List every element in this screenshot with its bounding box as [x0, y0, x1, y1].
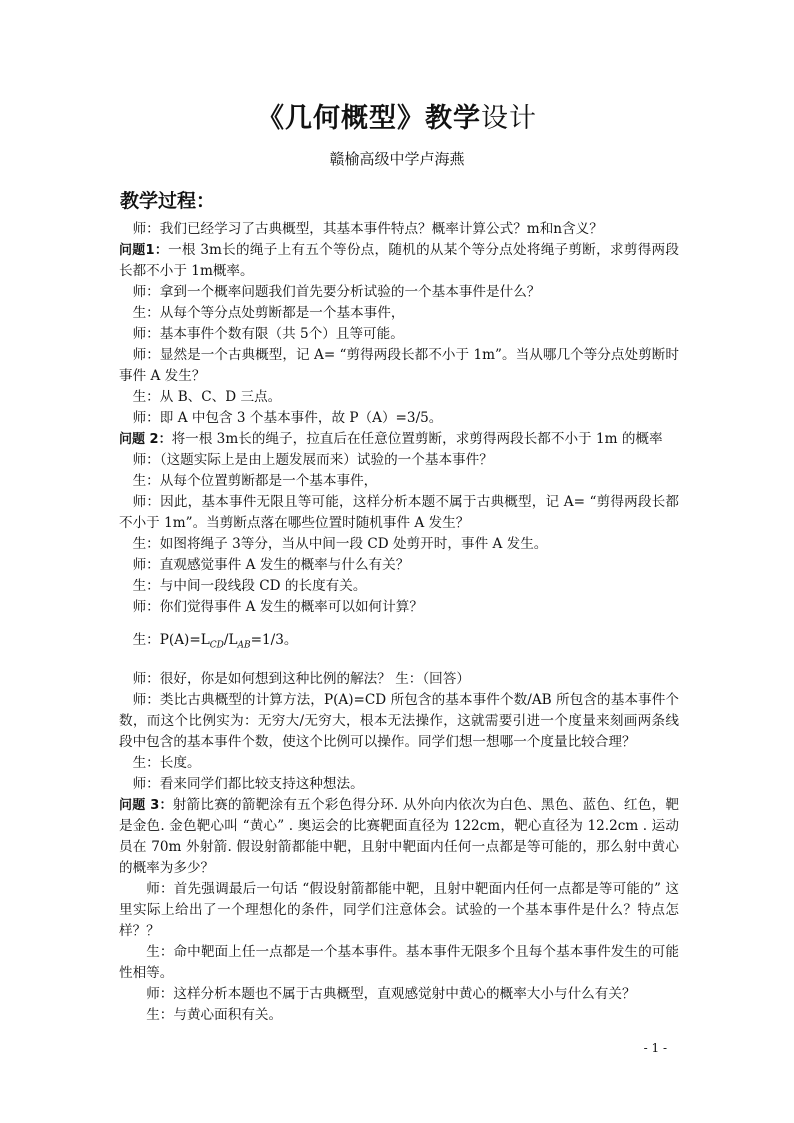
- question-3: [119, 795, 679, 879]
- paragraph: 师：拿到一个概率问题我们首先要分析试验的一个基本事件是什么？: [132, 284, 541, 300]
- paragraph: 生：与黄心面积有关。: [146, 1006, 283, 1023]
- paragraph: 生：与中间一段线段 CD 的长度有关。: [132, 578, 367, 594]
- question-label: 问题 2：: [119, 432, 172, 447]
- paragraph: 师：即 A 中包含 3 个基本事件，故 P（A）=3/5。: [132, 410, 443, 426]
- paragraph: 师：显然是一个古典概型，记 A= “剪得两段长都不小于 1m”。当从哪几个等分点处剪断时事件 A 发生？: [119, 347, 679, 384]
- paragraph: 师：直观感觉事件 A 发生的概率与什么有关？: [132, 557, 410, 573]
- paragraph: 师：因此，基本事件无限且等可能，这样分析本题不属于古典概型，记 A= “剪得两段长都不小于 1m”。当剪断点落在哪些位置时随机事件 A 发生？: [119, 494, 679, 531]
- question-text: 将一根 3m长的绳子，拉直后在任意位置剪断，求剪得两段长都不小于 1m 的概率: [171, 431, 663, 447]
- paragraph: 生：从 B、C、D 三点。: [132, 389, 282, 405]
- doc-body: [119, 219, 679, 1026]
- formula-part: 生：P(A)=L: [132, 632, 210, 648]
- paragraph: 师：我们已经学习了古典概型，其基本事件特点？概率计算公式？m和n含义？: [132, 221, 603, 237]
- question-2: [119, 429, 679, 450]
- paragraph: 师：看来同学们都比较支持这种想法。: [132, 775, 364, 792]
- doc-author: 赣榆高级中学卢海燕: [329, 150, 465, 168]
- paragraph: 生：命中靶面上任一点都是一个基本事件。基本事件无限多个且每个基本事件发生的可能性相等。: [119, 943, 679, 981]
- formula-part: =1/3。: [250, 632, 298, 648]
- formula: [119, 630, 679, 657]
- paragraph: 师：你们觉得事件 A 发生的概率可以如何计算？: [132, 599, 423, 615]
- paragraph: 师：（这题实际上是由上题发展而来）试验的一个基本事件？: [132, 452, 493, 468]
- paragraph: 师：这样分析本题也不属于古典概型，直观感觉射中黄心的概率大小与什么有关？: [146, 985, 636, 1002]
- formula-part: /L: [223, 632, 238, 648]
- question-label: 问题1：: [119, 243, 169, 258]
- section-heading: 教学过程：: [120, 190, 216, 212]
- title-main: 《几何概型》教学: [257, 103, 481, 134]
- paragraph: 师：基本事件个数有限（共 5个）且等可能。: [132, 326, 404, 342]
- formula-subscript: AB: [237, 640, 251, 651]
- paragraph: 生：长度。: [132, 754, 201, 771]
- paragraph: 生：如图将绳子 3等分，当从中间一段 CD 处剪开时，事件 A 发生。: [132, 536, 548, 552]
- paragraph: 生：从每个等分点处剪断都是一个基本事件，: [132, 305, 405, 321]
- question-label: 问题 3：: [119, 797, 173, 813]
- question-1: [119, 240, 679, 282]
- question-text: 一根 3m长的绳子上有五个等份点，随机的从某个等分点处将绳子剪断，求剪得两段长都不小于 1m概率。: [119, 242, 679, 279]
- paragraph: 师：很好，你是如何想到这种比例的解法？ 生：（回答）: [132, 670, 470, 687]
- paragraph: 生：从每个位置剪断都是一个基本事件，: [132, 473, 378, 489]
- doc-title: [0, 96, 794, 135]
- page-number: - 1 -: [643, 1041, 667, 1055]
- question-text: 射箭比赛的箭靶涂有五个彩色得分环. 从外向内依次为白色、黑色、蓝色、红色，靶是金色. 金色靶心叫 “黄心” . 奥运会的比赛靶面直径为 122cm，靶心直径为 12.2cm . 运动员在 70m 外射箭. 假设射箭都能中靶，且射中靶面内任何一点都是等可能的，那么射中黄心的概率为多少？: [119, 796, 679, 876]
- title-tail: 设计: [481, 103, 537, 134]
- paragraph: 师：首先强调最后一句话 “假设射箭都能中靶，且射中靶面内任何一点都是等可能的” 这里实际上给出了一个理想化的条件，同学们注意体会。试验的一个基本事件是什么？特点怎样？？: [119, 880, 679, 939]
- paragraph: 师：类比古典概型的计算方法，P(A)=CD 所包含的基本事件个数/AB 所包含的基本事件个数，而这个比例实为：无穷大/无穷大，根本无法操作，这就需要引进一个度量来刻画两条线段中包含的基本事件个数，使这个比例可以操作。同学们想一想哪一个度量比较合理？: [119, 691, 679, 750]
- formula-subscript: CD: [209, 640, 224, 651]
